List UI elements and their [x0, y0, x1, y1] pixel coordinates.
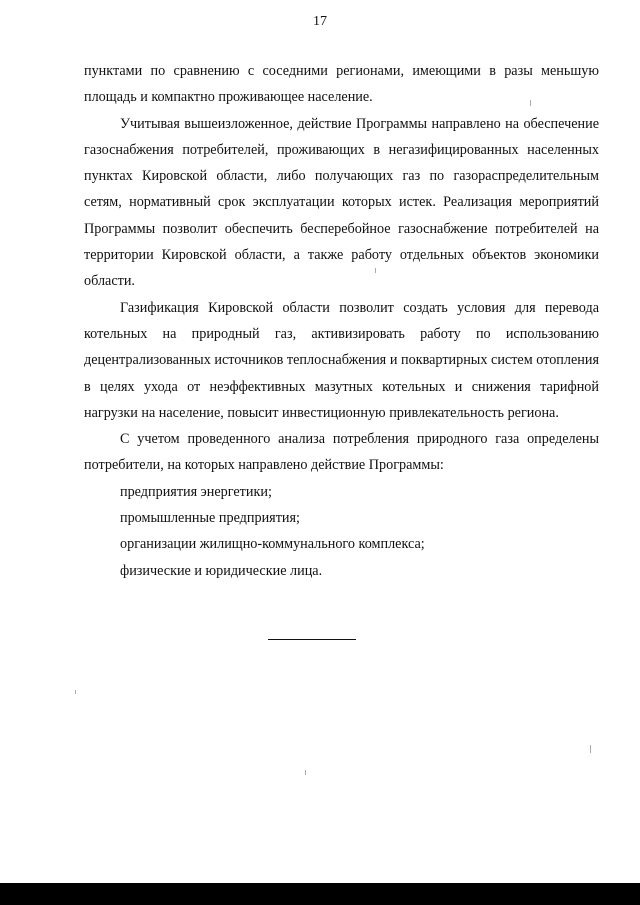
page-number: 17	[313, 14, 327, 29]
closing-divider	[268, 639, 356, 640]
scan-artifact	[590, 745, 591, 753]
scan-artifact	[375, 268, 376, 273]
list-item: промышленные предприятия;	[120, 510, 300, 527]
consumer-list	[84, 479, 599, 584]
scan-bottom-edge	[0, 883, 640, 905]
paragraph-continuation: пунктами по сравнению с соседними регионами, имеющими в разы меньшую площадь и компактно проживающее население.	[84, 63, 599, 106]
scan-artifact	[305, 770, 306, 775]
paragraph-gasification-benefits: Газификация Кировской области позволит создать условия для перевода котельных на природный газ, активизировать работу по использованию децентрализованных источников теплоснабжения и поквартирных систем отопления в целях ухода от неэффективных мазутных котельных и снижения тарифной нагрузки на население, повысит инвестиционную привлекательность региона.	[84, 299, 599, 421]
paragraph-consumers-intro: С учетом проведенного анализа потребления природного газа определены потребители, на которых направлено действие Программы:	[84, 431, 599, 474]
document-body	[84, 58, 599, 584]
scan-artifact	[530, 100, 531, 106]
list-item: физические и юридические лица.	[120, 562, 323, 579]
scan-artifact	[75, 690, 76, 694]
paragraph-program-purpose: Учитывая вышеизложенное, действие Программы направлено на обеспечение газоснабжения потребителей, проживающих в негазифицированных населенных пунктах Кировской области, либо получающих газ по газораспределительным сетям, нормативный срок эксплуатации которых истек. Реализация мероприятий Программы позволит обеспечить бесперебойное газоснабжение потребителей на территории Кировской области, а также работу отдельных объектов экономики области.	[84, 115, 599, 290]
list-item: организации жилищно-коммунального комплекса;	[120, 536, 425, 553]
list-item: предприятия энергетики;	[120, 483, 272, 500]
